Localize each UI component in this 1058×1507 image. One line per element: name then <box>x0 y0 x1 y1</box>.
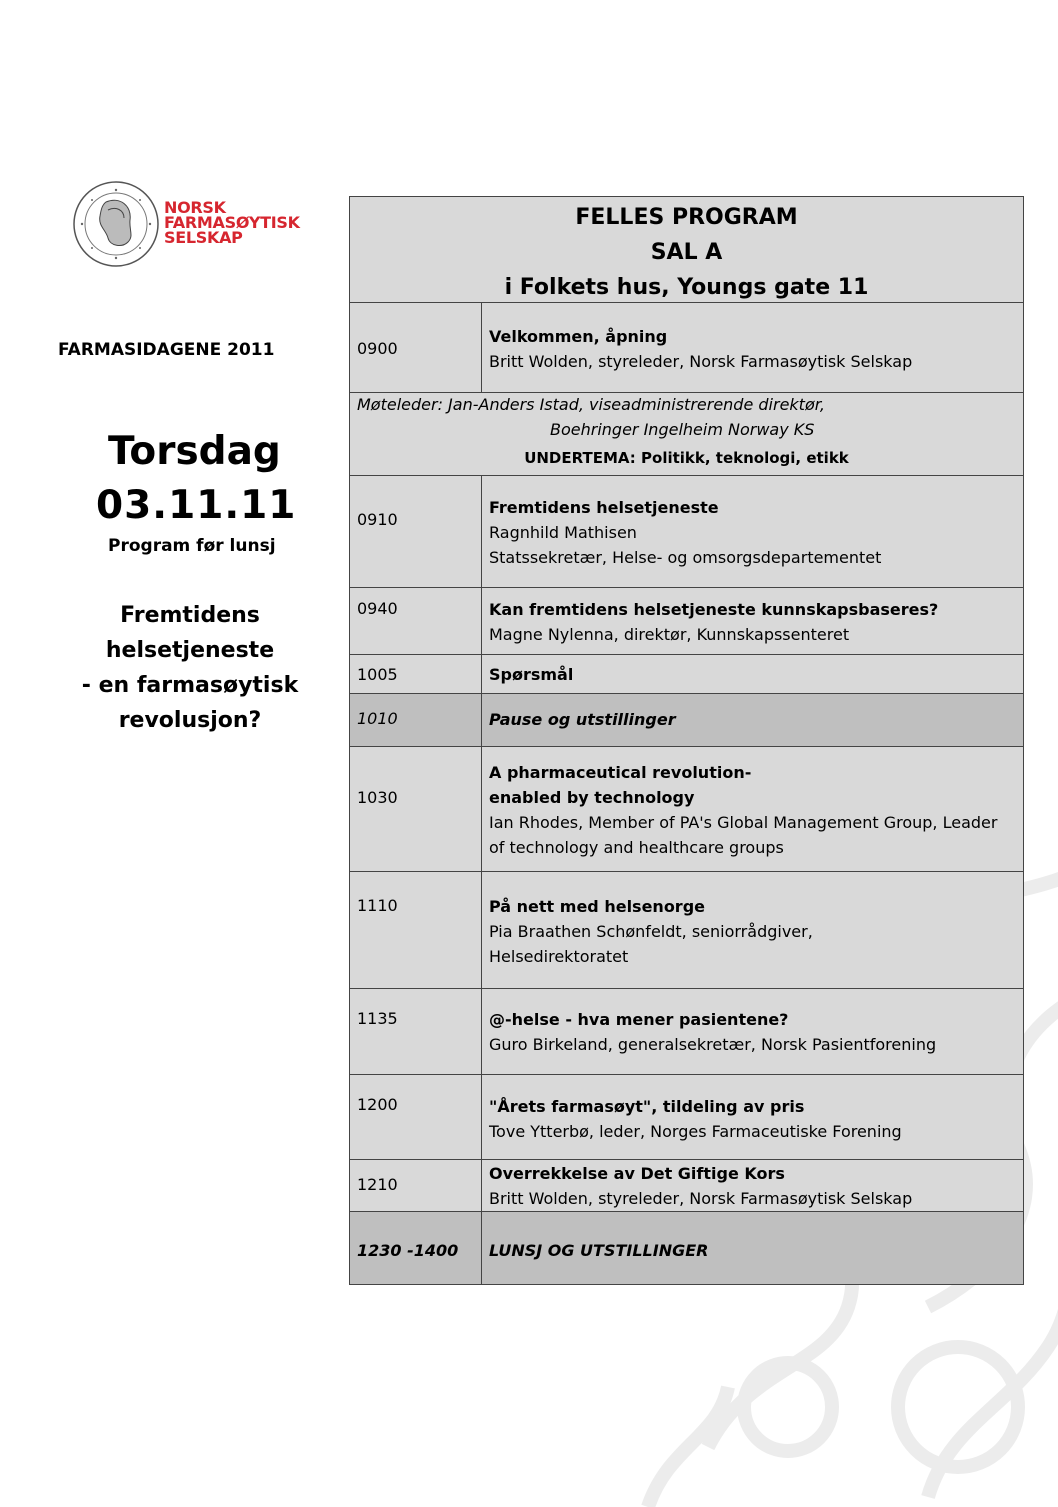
subtheme: UNDERTEMA: Politikk, teknologi, etikk <box>524 449 849 467</box>
moderator-row <box>350 392 1023 475</box>
program-row <box>350 1074 1023 1159</box>
header-line: i Folkets hus, Youngs gate 11 <box>504 275 869 300</box>
theme-line: - en farmasøytisk <box>81 673 299 698</box>
row-detail: Helsedirektoratet <box>489 947 629 966</box>
row-title: @-helse - hva mener pasientene? <box>489 1010 789 1029</box>
program-row-lunch <box>350 1211 1023 1284</box>
header-line: SAL A <box>650 240 723 265</box>
event-date: 03.11.11 <box>96 483 297 528</box>
seal-icon <box>72 180 160 268</box>
program-row <box>350 475 1023 587</box>
program-row <box>350 587 1023 654</box>
row-time: 1030 <box>357 788 398 807</box>
row-time: 0940 <box>357 599 398 618</box>
row-title: Kan fremtidens helsetjeneste kunnskapsbaseres? <box>489 600 939 619</box>
organization-logo <box>72 180 322 270</box>
row-detail: Magne Nylenna, direktør, Kunnskapssenteret <box>489 625 850 644</box>
row-title: LUNSJ OG UTSTILLINGER <box>489 1241 709 1260</box>
event-theme <box>40 598 340 738</box>
program-row <box>350 654 1023 693</box>
org-name-line: SELSKAP <box>164 228 243 247</box>
row-time: 1005 <box>357 665 398 684</box>
row-detail: Pia Braathen Schønfeldt, seniorrådgiver, <box>489 922 813 941</box>
moderator-line: Boehringer Ingelheim Norway KS <box>550 420 815 439</box>
row-time: 1135 <box>357 1009 398 1028</box>
org-name-line: NORSK <box>164 198 226 217</box>
program-row <box>350 988 1023 1074</box>
row-title: Spørsmål <box>489 665 574 684</box>
program-row <box>350 871 1023 988</box>
moderator-line: Møteleder: Jan-Anders Istad, viseadministrerende direktør, <box>357 395 825 414</box>
row-time: 0900 <box>357 339 398 358</box>
row-title: Fremtidens helsetjeneste <box>489 498 719 517</box>
theme-line: helsetjeneste <box>105 638 275 663</box>
row-detail: Statssekretær, Helse- og omsorgsdepartementet <box>489 548 882 567</box>
row-title: "Årets farmasøyt", tildeling av pris <box>489 1097 805 1116</box>
row-time: 0910 <box>357 510 398 529</box>
row-time: 1230 -1400 <box>357 1241 459 1260</box>
event-subtitle: Program før lunsj <box>108 536 276 556</box>
row-title: A pharmaceutical revolution- <box>489 763 752 782</box>
program-row-break <box>350 693 1023 746</box>
header-line: FELLES PROGRAM <box>575 205 798 230</box>
row-time: 1210 <box>357 1175 398 1194</box>
event-name: FARMASIDAGENE 2011 <box>58 340 275 360</box>
org-name-line: FARMASØYTISK <box>164 213 300 232</box>
row-title: Velkommen, åpning <box>489 327 668 346</box>
row-time: 1200 <box>357 1095 398 1114</box>
row-time: 1010 <box>357 709 398 728</box>
program-row <box>350 1159 1023 1211</box>
row-detail: Tove Ytterbø, leder, Norges Farmaceutiske Forening <box>489 1122 902 1141</box>
event-day: Torsdag <box>108 429 281 474</box>
row-detail: Guro Birkeland, generalsekretær, Norsk Pasientforening <box>489 1035 937 1054</box>
row-title: Pause og utstillinger <box>489 710 676 729</box>
row-detail: Britt Wolden, styreleder, Norsk Farmasøytisk Selskap <box>489 1189 913 1208</box>
program-header <box>350 197 1023 302</box>
row-detail: of technology and healthcare groups <box>489 838 784 857</box>
program-row <box>350 302 1023 392</box>
organization-name <box>164 200 300 245</box>
theme-line: revolusjon? <box>118 708 262 733</box>
row-title: enabled by technology <box>489 788 695 807</box>
theme-line: Fremtidens <box>120 603 260 628</box>
row-time: 1110 <box>357 896 398 915</box>
program-table <box>349 196 1024 1285</box>
row-detail: Ragnhild Mathisen <box>489 523 637 542</box>
row-title: På nett med helsenorge <box>489 897 705 916</box>
program-row <box>350 746 1023 871</box>
row-title: Overrekkelse av Det Giftige Kors <box>489 1164 785 1183</box>
row-detail: Ian Rhodes, Member of PA's Global Management Group, Leader <box>489 813 998 832</box>
row-detail: Britt Wolden, styreleder, Norsk Farmasøytisk Selskap <box>489 352 913 371</box>
